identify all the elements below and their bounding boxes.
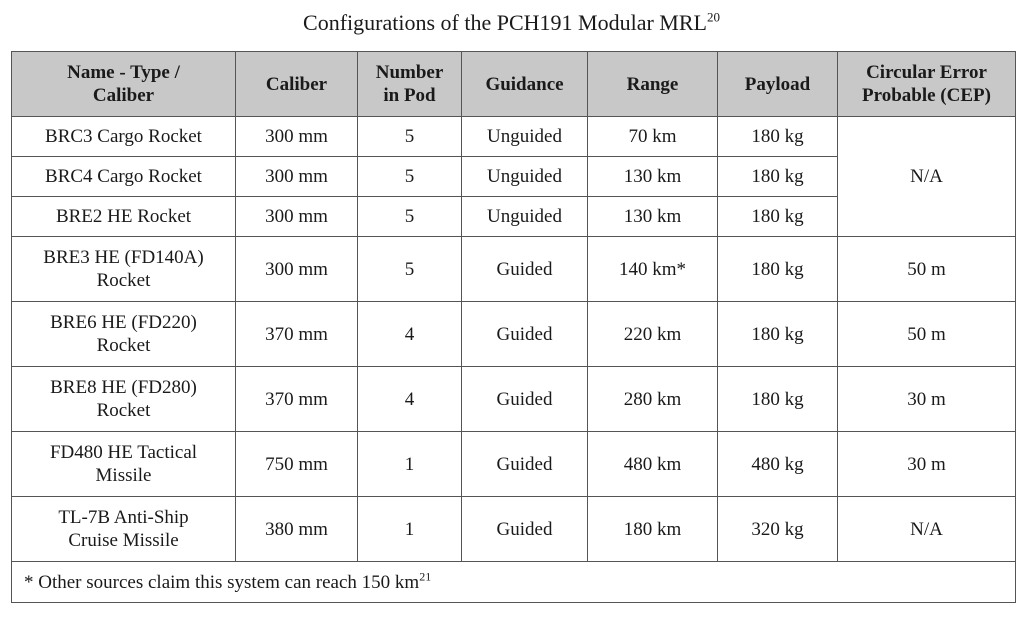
table-caption [0,8,1023,38]
cell-number: 5 [358,157,462,197]
cell-cep: 30 m [838,432,1016,497]
cell-number: 1 [358,497,462,562]
cell-guidance: Guided [462,432,588,497]
cell-name: BRE8 HE (FD280) Rocket [12,367,236,432]
cell-name: BRC4 Cargo Rocket [12,157,236,197]
header-caliber: Caliber [236,52,358,117]
cell-caliber: 370 mm [236,302,358,367]
header-name-type-caliber: Name - Type / Caliber [12,52,236,117]
cell-range: 180 km [588,497,718,562]
cell-cep: 30 m [838,367,1016,432]
cell-payload: 180 kg [718,157,838,197]
header-number-in-pod: Number in Pod [358,52,462,117]
cell-name: BRE6 HE (FD220) Rocket [12,302,236,367]
cell-name: TL-7B Anti-Ship Cruise Missile [12,497,236,562]
cell-payload: 480 kg [718,432,838,497]
cell-guidance: Guided [462,497,588,562]
cell-payload: 180 kg [718,117,838,157]
cell-cep: 50 m [838,237,1016,302]
cell-number: 1 [358,432,462,497]
cell-range: 70 km [588,117,718,157]
cell-guidance: Unguided [462,157,588,197]
cell-cep-merged: N/A [838,117,1016,237]
header-row [12,52,1016,117]
header-guidance: Guidance [462,52,588,117]
configurations-table [11,51,1016,603]
cell-guidance: Guided [462,302,588,367]
cell-range: 130 km [588,197,718,237]
cell-guidance: Guided [462,367,588,432]
cell-number: 5 [358,117,462,157]
cell-payload: 180 kg [718,237,838,302]
cell-number: 4 [358,302,462,367]
caption-text: Configurations of the PCH191 Modular MRL [303,10,707,35]
header-cep: Circular Error Probable (CEP) [838,52,1016,117]
cell-payload: 180 kg [718,367,838,432]
cell-payload: 180 kg [718,197,838,237]
footnote-ref: 21 [419,569,432,584]
table-row [12,432,1016,497]
cell-name: BRE3 HE (FD140A) Rocket [12,237,236,302]
table-footnote [12,562,1016,603]
cell-caliber: 300 mm [236,237,358,302]
cell-guidance: Unguided [462,197,588,237]
cell-guidance: Guided [462,237,588,302]
cell-range: 220 km [588,302,718,367]
cell-range: 480 km [588,432,718,497]
table-row [12,117,1016,157]
footnote-row [12,562,1016,603]
cell-range: 280 km [588,367,718,432]
cell-number: 5 [358,237,462,302]
cell-name: BRC3 Cargo Rocket [12,117,236,157]
cell-payload: 320 kg [718,497,838,562]
cell-caliber: 380 mm [236,497,358,562]
cell-name: BRE2 HE Rocket [12,197,236,237]
cell-number: 5 [358,197,462,237]
cell-name: FD480 HE Tactical Missile [12,432,236,497]
table-row [12,367,1016,432]
cell-caliber: 300 mm [236,117,358,157]
cell-range: 130 km [588,157,718,197]
cell-number: 4 [358,367,462,432]
table-row [12,237,1016,302]
cell-caliber: 300 mm [236,157,358,197]
header-payload: Payload [718,52,838,117]
table-row [12,497,1016,562]
cell-guidance: Unguided [462,117,588,157]
footnote-text: * Other sources claim this system can reach 150 km [24,571,420,593]
cell-caliber: 300 mm [236,197,358,237]
cell-caliber: 370 mm [236,367,358,432]
table-row [12,302,1016,367]
header-range: Range [588,52,718,117]
cell-caliber: 750 mm [236,432,358,497]
cell-range: 140 km* [588,237,718,302]
caption-footnote-ref: 20 [706,9,720,25]
cell-payload: 180 kg [718,302,838,367]
cell-cep: 50 m [838,302,1016,367]
cell-cep: N/A [838,497,1016,562]
